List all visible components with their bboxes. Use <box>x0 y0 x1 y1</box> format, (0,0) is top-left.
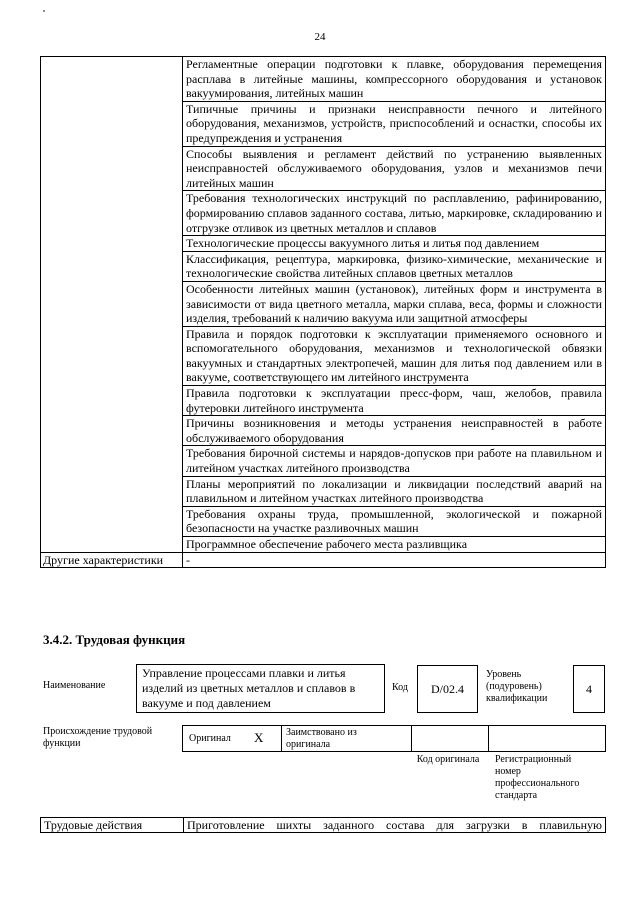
knowledge-item: Правила подготовки к эксплуатации пресс-форм, чаш, желобов, правила футеровки литейного инструмента <box>183 386 606 416</box>
original-mark: X <box>254 730 264 745</box>
code-original-caption: Код оригинала <box>416 754 480 765</box>
actions-table <box>40 817 606 833</box>
knowledge-item: Особенности литейных машин (установок), литейных форм и инструмента в зависимости от вида цветного металла, марки сплава, веса, формы и сложности изделия, требований к наличию вакуума или защитной атмосферы <box>183 281 606 326</box>
name-label: Наименование <box>43 680 106 691</box>
code-label: Код <box>392 682 408 693</box>
level-value: 4 <box>586 682 592 696</box>
row-header-empty <box>41 57 183 553</box>
origin-label: Происхождение трудовой функции <box>43 726 153 749</box>
knowledge-item: Технологические процессы вакуумного литья и литья под давлением <box>183 236 606 252</box>
other-characteristics-row <box>41 552 606 568</box>
actions-first: Приготовление шихты заданного состава для загрузки в плавильную <box>184 818 606 833</box>
knowledge-item: Правила и порядок подготовки к эксплуатации применяемого основного и вспомогательного оборудования, механизмов и технологической обвязки вакуумных и стандартных электропечей, машин для литья под давлением или в вакууме, соответствующего им литейного инструмента <box>183 326 606 385</box>
other-characteristics-value: - <box>183 552 606 568</box>
knowledge-table <box>40 56 606 568</box>
other-characteristics-label: Другие характеристики <box>41 552 183 568</box>
knowledge-item: Регламентные операции подготовки к плавке, оборудования перемещения расплава в литейные машины, компрессорного оборудования и установок вакуумирования, литейных машин <box>183 57 606 102</box>
registration-caption: Регистрационный номер профессионального стандарта <box>495 754 580 801</box>
function-code: D/02.4 <box>431 682 464 696</box>
level-label: Уровень (подуровень) квалификации <box>486 669 548 704</box>
page-number: 24 <box>314 31 326 43</box>
actions-label: Трудовые действия <box>41 818 184 833</box>
knowledge-item: Типичные причины и признаки неисправности печного и литейного оборудования, механизмов, устройств, приспособлений и оснастки, способы их предупреждения и устранения <box>183 101 606 146</box>
origin-box <box>182 725 606 752</box>
section-title: 3.4.2. Трудовая функция <box>43 632 186 647</box>
original-label: Оригинал <box>189 733 231 744</box>
scan-mark <box>43 10 45 12</box>
table-row <box>41 57 606 102</box>
knowledge-item: Требования бирочной системы и нарядов-допусков при работе на плавильном и литейном участках литейного производства <box>183 446 606 476</box>
knowledge-item: Программное обеспечение рабочего места разливщика <box>183 537 606 553</box>
borrowed-label: Заимствовано из оригинала <box>286 727 357 750</box>
function-name: Управление процессами плавки и литья изделий из цветных металлов и сплавов в вакууме и под давлением <box>142 666 356 710</box>
code-box <box>417 665 478 713</box>
knowledge-item: Требования охраны труда, промышленной, экологической и пожарной безопасности на участке разливочных машин <box>183 506 606 536</box>
function-name-box <box>136 664 385 713</box>
knowledge-item: Классификация, рецептура, маркировка, физико-химические, механические и технологические свойства литейных сплавов цветных металлов <box>183 251 606 281</box>
level-box <box>573 665 605 713</box>
knowledge-item: Причины возникновения и методы устранения неисправностей в работе обслуживаемого оборудования <box>183 416 606 446</box>
knowledge-item: Способы выявления и регламент действий по устранению выявленных неисправностей обслуживаемого оборудования, узлов и механизмов печи литейных машин <box>183 146 606 191</box>
knowledge-item: Планы мероприятий по локализации и ликвидации последствий аварий на плавильном и литейном участках литейного производства <box>183 476 606 506</box>
knowledge-item: Требования технологических инструкций по расплавлению, рафинированию, формированию сплавов заданного состава, литью, маркировке, складированию и отгрузке отливок из цветных металлов и сплавов <box>183 191 606 236</box>
